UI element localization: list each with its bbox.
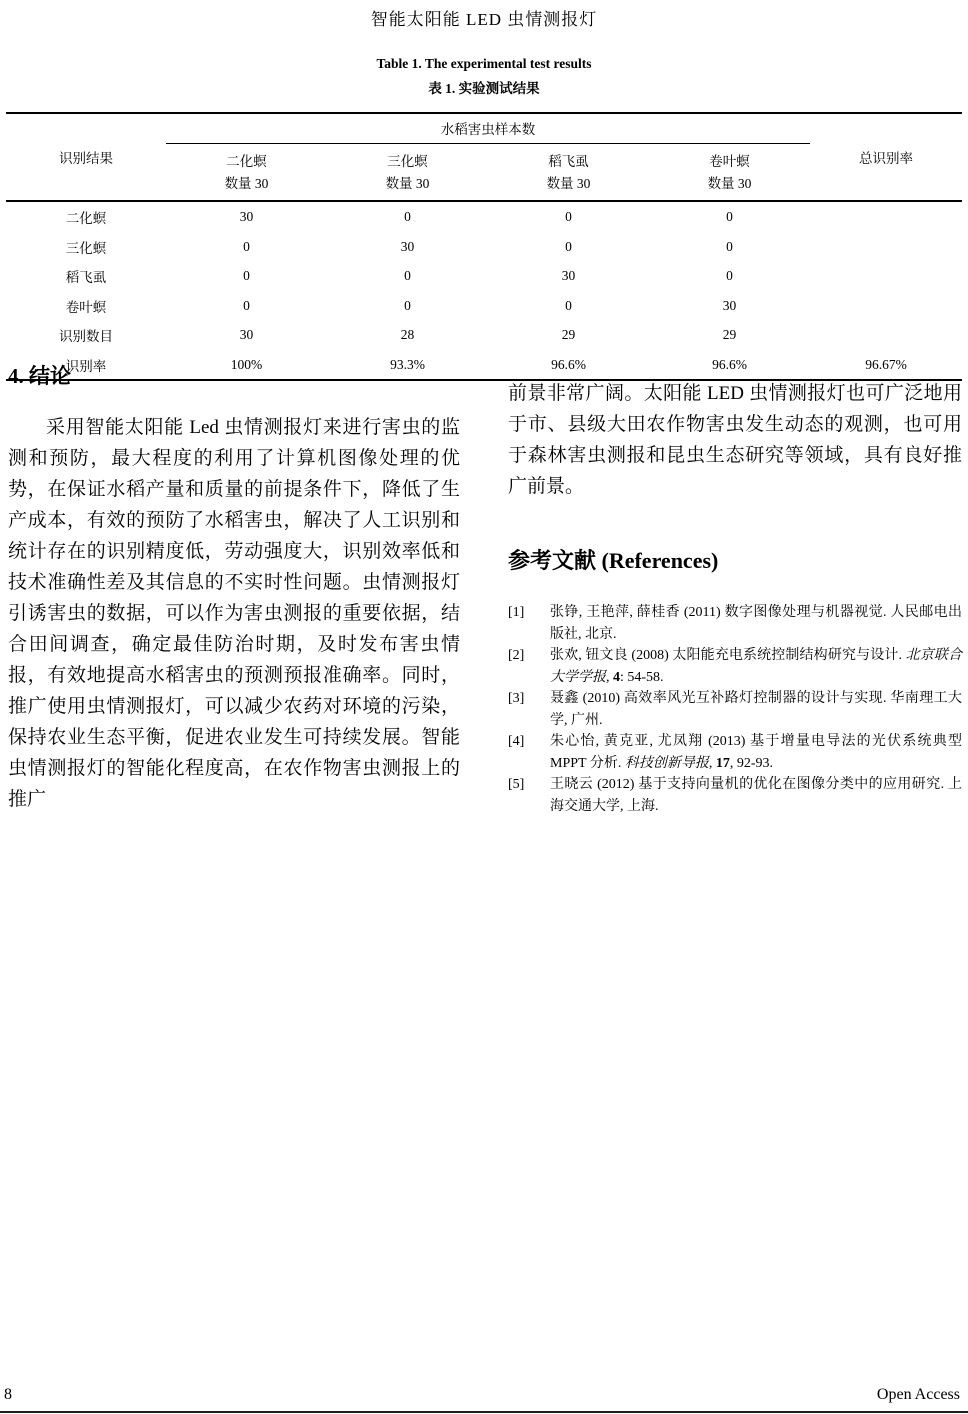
value-cell: 0 <box>565 238 572 254</box>
row-label: 识别率 <box>65 358 107 374</box>
value-cell: 29 <box>561 327 576 342</box>
value-cell: 30 <box>561 268 576 283</box>
reference-item <box>508 731 962 774</box>
total-cell <box>810 232 962 262</box>
row-label: 稻飞虱 <box>65 270 107 285</box>
column-quantity: 数量 30 <box>707 176 752 191</box>
column-quantity: 数量 30 <box>224 176 269 191</box>
column-header: 卷叶螟 <box>709 154 750 169</box>
reference-text: 朱心怡, 黄克亚, 尤凤翔 (2013) 基于增量电导法的光伏系统典型 MPPT 分析. 科技创新导报, 17, 92-93. <box>550 734 962 771</box>
total-cell <box>810 291 962 321</box>
value-cell: 0 <box>404 268 411 283</box>
value-cell: 29 <box>722 327 737 342</box>
value-cell: 0 <box>243 297 250 313</box>
row-label: 卷叶螟 <box>65 299 107 315</box>
open-access-label: Open Access <box>876 1386 960 1403</box>
total-cell <box>810 261 962 291</box>
total-cell <box>810 201 962 232</box>
reference-number: [1] <box>508 605 525 620</box>
table-row <box>6 201 962 232</box>
reference-number: [4] <box>508 734 525 749</box>
paper-running-title: 智能太阳能 LED 虫情测报灯 <box>370 10 598 29</box>
column-quantity: 数量 30 <box>546 176 591 191</box>
conclusion-heading: 4. 结论 <box>8 364 71 388</box>
value-cell: 96.6% <box>551 356 586 372</box>
row-label: 三化螟 <box>65 240 107 256</box>
value-cell: 28 <box>400 327 415 342</box>
value-cell: 30 <box>239 209 254 224</box>
references-heading: 参考文献 (References) <box>508 548 719 573</box>
reference-number: [2] <box>508 648 525 663</box>
right-column <box>508 362 962 817</box>
table-row <box>6 291 962 321</box>
header-result-label: 识别结果 <box>59 151 113 166</box>
table-caption-zh: 表 1. 实验测试结果 <box>428 81 540 96</box>
row-label: 二化螟 <box>65 211 107 226</box>
column-header: 二化螟 <box>226 154 267 169</box>
total-cell <box>810 320 962 350</box>
conclusion-paragraph-left: 采用智能太阳能 Led 虫情测报灯来进行害虫的监测和预防，最大程度的利用了计算机图像处理的优势，在保证水稻产量和质量的前提条件下，降低了生产成本，有效的预防了水稻害虫，解决了人工识别和统计存在的识别精度低，劳动强度大，识别效率低和技术准确性差及其信息的不实时性问题。虫情测报灯引诱害虫的数据，可以作为害虫测报的重要依据，结合田间调查，确定最佳防治时期，及时发布害虫情报，有效地提高水稻害虫的预测预报准确率。同时，推广使用虫情测报灯，可以减少农药对环境的污染，保持农业生态平衡，促进农业发生可持续发展。智能虫情测报灯的智能化程度高，在农作物害虫测报上的推广 <box>8 417 460 810</box>
references-list <box>508 602 962 817</box>
body-columns <box>8 362 962 817</box>
results-table <box>6 112 962 381</box>
reference-number: [5] <box>508 777 525 792</box>
table-row <box>6 261 962 291</box>
value-cell: 93.3% <box>390 356 425 372</box>
value-cell: 0 <box>565 209 572 224</box>
column-header: 稻飞虱 <box>548 154 589 169</box>
reference-item <box>508 774 962 817</box>
row-label: 识别数目 <box>59 329 113 344</box>
conclusion-paragraph-right: 前景非常广阔。太阳能 LED 虫情测报灯也可广泛地用于市、县级大田农作物害虫发生动态的观测，也可用于森林害虫测报和昆虫生态研究等领域，具有良好推广前景。 <box>508 383 962 497</box>
value-cell: 0 <box>726 268 733 283</box>
reference-item <box>508 645 962 688</box>
reference-item <box>508 602 962 645</box>
total-cell: 96.67% <box>865 356 907 372</box>
reference-item <box>508 688 962 731</box>
value-cell: 0 <box>243 268 250 283</box>
value-cell: 0 <box>243 238 250 254</box>
column-quantity: 数量 30 <box>385 176 430 191</box>
reference-number: [3] <box>508 691 525 706</box>
footer-rule <box>0 1411 968 1413</box>
value-cell: 30 <box>400 238 415 254</box>
reference-text: 张铮, 王艳萍, 薛桂香 (2011) 数字图像处理与机器视觉. 人民邮电出版社, 北京. <box>550 605 962 642</box>
value-cell: 100% <box>230 356 263 372</box>
table-caption-en: Table 1. The experimental test results <box>376 56 592 71</box>
page-number: 8 <box>4 1386 12 1403</box>
value-cell: 0 <box>565 297 572 313</box>
value-cell: 30 <box>722 297 737 313</box>
page-footer <box>4 1386 960 1404</box>
results-table-header <box>6 113 962 201</box>
table-row <box>6 232 962 262</box>
reference-text: 聂鑫 (2010) 高效率风光互补路灯控制器的设计与实现. 华南理工大学, 广州. <box>550 691 962 728</box>
table-captions <box>0 56 968 97</box>
header-group-label: 水稻害虫样本数 <box>166 113 810 144</box>
value-cell: 30 <box>239 327 254 342</box>
value-cell: 0 <box>404 297 411 313</box>
reference-text: 王晓云 (2012) 基于支持向量机的优化在图像分类中的应用研究. 上海交通大学, 上海. <box>550 777 962 814</box>
reference-text: 张欢, 钮文良 (2008) 太阳能充电系统控制结构研究与设计. 北京联合大学学报, 4: 54-58. <box>550 648 963 685</box>
value-cell: 0 <box>404 209 411 224</box>
column-header: 三化螟 <box>387 154 428 169</box>
table-row <box>6 320 962 350</box>
left-column <box>8 362 460 817</box>
value-cell: 0 <box>726 238 733 254</box>
value-cell: 96.6% <box>712 356 747 372</box>
header-total-label: 总识别率 <box>859 151 913 166</box>
value-cell: 0 <box>726 209 733 224</box>
